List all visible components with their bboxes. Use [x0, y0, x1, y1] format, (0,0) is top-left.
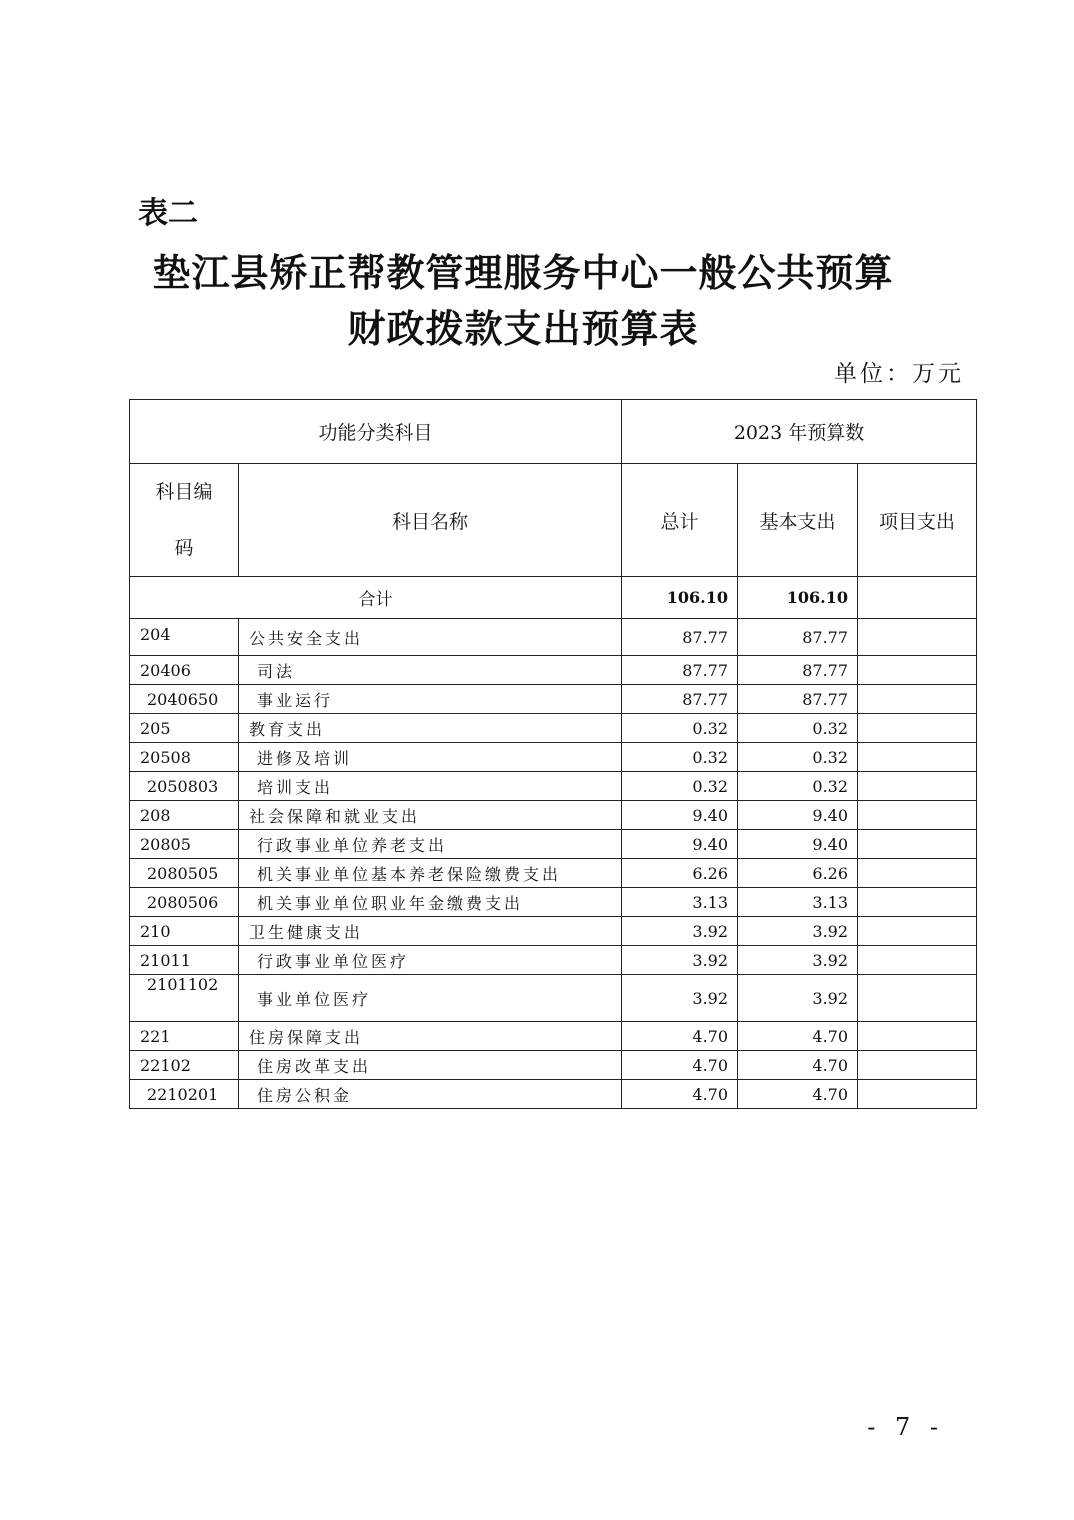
row-project: [858, 1051, 977, 1080]
row-code: 21011: [130, 946, 239, 975]
table-row: [130, 859, 977, 888]
row-project: [858, 1022, 977, 1051]
table-row: [130, 801, 977, 830]
header-code: 科目编码: [130, 464, 239, 577]
row-name: 社会保障和就业支出: [239, 801, 622, 830]
row-basic: 87.77: [738, 619, 858, 656]
table-row: [130, 946, 977, 975]
table-row: [130, 917, 977, 946]
table-row: [130, 830, 977, 859]
row-basic: 3.92: [738, 946, 858, 975]
row-name: 机关事业单位职业年金缴费支出: [239, 888, 622, 917]
document-title-line2: 财政拨款支出预算表: [347, 306, 699, 351]
document-title-line1: 垫江县矫正帮教管理服务中心一般公共预算: [152, 250, 894, 295]
total-basic: 106.10: [738, 577, 858, 619]
row-total: 4.70: [622, 1080, 738, 1109]
total-label: 合计: [130, 577, 622, 619]
row-code: 208: [130, 801, 239, 830]
table-row: [130, 743, 977, 772]
table-row: [130, 772, 977, 801]
row-name: 教育支出: [239, 714, 622, 743]
row-name: 进修及培训: [239, 743, 622, 772]
table-row: [130, 656, 977, 685]
row-total: 0.32: [622, 772, 738, 801]
row-code: 2101102: [130, 975, 239, 1022]
row-name: 机关事业单位基本养老保险缴费支出: [239, 859, 622, 888]
row-code: 2080506: [130, 888, 239, 917]
row-project: [858, 917, 977, 946]
row-total: 3.92: [622, 946, 738, 975]
header-name: 科目名称: [239, 464, 622, 577]
row-basic: 87.77: [738, 656, 858, 685]
row-basic: 3.92: [738, 975, 858, 1022]
row-code: 204: [130, 619, 239, 656]
row-project: [858, 888, 977, 917]
header-project: 项目支出: [858, 464, 977, 577]
row-total: 0.32: [622, 743, 738, 772]
row-basic: 9.40: [738, 830, 858, 859]
table-row: [130, 888, 977, 917]
row-code: 20805: [130, 830, 239, 859]
row-basic: 4.70: [738, 1080, 858, 1109]
row-basic: 87.77: [738, 685, 858, 714]
row-total: 0.32: [622, 714, 738, 743]
row-total: 87.77: [622, 685, 738, 714]
row-basic: 4.70: [738, 1022, 858, 1051]
row-project: [858, 656, 977, 685]
unit-label: 单位：万元: [834, 361, 964, 387]
table-row: [130, 685, 977, 714]
row-total: 3.13: [622, 888, 738, 917]
table-row: [130, 714, 977, 743]
row-code: 221: [130, 1022, 239, 1051]
budget-table: [129, 399, 977, 1109]
row-project: [858, 830, 977, 859]
row-name: 住房改革支出: [239, 1051, 622, 1080]
row-total: 9.40: [622, 801, 738, 830]
row-total: 3.92: [622, 975, 738, 1022]
row-name: 住房保障支出: [239, 1022, 622, 1051]
row-total: 4.70: [622, 1051, 738, 1080]
row-project: [858, 801, 977, 830]
row-project: [858, 975, 977, 1022]
total-row: [130, 577, 977, 619]
row-name: 司法: [239, 656, 622, 685]
row-project: [858, 946, 977, 975]
total-total: 106.10: [622, 577, 738, 619]
row-basic: 6.26: [738, 859, 858, 888]
row-name: 事业单位医疗: [239, 975, 622, 1022]
row-code: 210: [130, 917, 239, 946]
row-basic: 3.92: [738, 917, 858, 946]
table-row: [130, 975, 977, 1022]
row-name: 住房公积金: [239, 1080, 622, 1109]
row-project: [858, 743, 977, 772]
header-row-bottom: [130, 464, 977, 577]
row-name: 卫生健康支出: [239, 917, 622, 946]
page-number: - 7 -: [867, 1413, 944, 1441]
row-total: 87.77: [622, 619, 738, 656]
row-basic: 0.32: [738, 772, 858, 801]
header-row-top: [130, 400, 977, 464]
row-code: 2040650: [130, 685, 239, 714]
table-label: 表二: [138, 196, 198, 231]
row-total: 4.70: [622, 1022, 738, 1051]
row-project: [858, 714, 977, 743]
row-name: 公共安全支出: [239, 619, 622, 656]
row-project: [858, 859, 977, 888]
row-basic: 0.32: [738, 714, 858, 743]
row-basic: 4.70: [738, 1051, 858, 1080]
row-project: [858, 685, 977, 714]
header-total: 总计: [622, 464, 738, 577]
row-project: [858, 772, 977, 801]
row-name: 行政事业单位医疗: [239, 946, 622, 975]
table-row: [130, 1080, 977, 1109]
row-basic: 9.40: [738, 801, 858, 830]
row-name: 培训支出: [239, 772, 622, 801]
table-row: [130, 619, 977, 656]
row-code: 22102: [130, 1051, 239, 1080]
row-total: 9.40: [622, 830, 738, 859]
header-basic: 基本支出: [738, 464, 858, 577]
table-row: [130, 1051, 977, 1080]
row-name: 行政事业单位养老支出: [239, 830, 622, 859]
header-budget-year: 2023 年预算数: [622, 400, 977, 464]
total-project: [858, 577, 977, 619]
row-code: 205: [130, 714, 239, 743]
row-code: 2050803: [130, 772, 239, 801]
row-code: 2210201: [130, 1080, 239, 1109]
row-total: 87.77: [622, 656, 738, 685]
row-basic: 3.13: [738, 888, 858, 917]
header-functional-category: 功能分类科目: [130, 400, 622, 464]
row-project: [858, 1080, 977, 1109]
row-code: 2080505: [130, 859, 239, 888]
row-basic: 0.32: [738, 743, 858, 772]
table-row: [130, 1022, 977, 1051]
row-total: 6.26: [622, 859, 738, 888]
row-total: 3.92: [622, 917, 738, 946]
row-name: 事业运行: [239, 685, 622, 714]
row-project: [858, 619, 977, 656]
row-code: 20406: [130, 656, 239, 685]
row-code: 20508: [130, 743, 239, 772]
